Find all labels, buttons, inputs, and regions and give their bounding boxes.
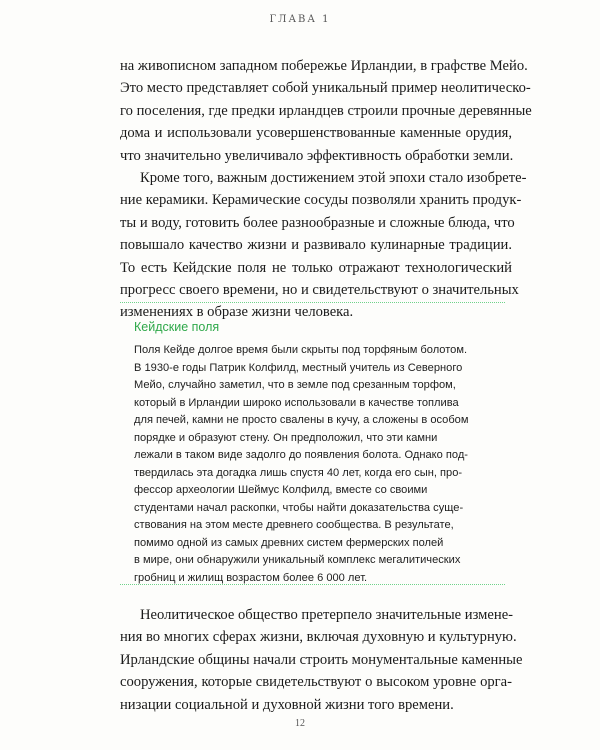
sidebar-divider-top [120,302,505,303]
sidebar-line: который в Ирландии широко использовали в качестве топлива [134,396,459,409]
sidebar-title: Кейдские поля [134,320,220,334]
text-line: прогресс своего времени, но и свидетельствуют о значительных [120,282,519,299]
text-line: низации социальной и духовной жизни того времени. [120,696,454,713]
text-line: что значительно увеличивало эффективность обработки земли. [120,147,514,164]
text-line: Ирландские общины начали строить монументальные каменные [120,651,523,668]
text-line: ты и воду, готовить более разнообразные и сложные блюда, что [120,214,515,231]
page-number: 12 [295,718,305,729]
text-line: повышало качество жизни и развивало кулинарные традиции. [120,237,512,254]
bottom-paragraph [120,604,523,716]
sidebar-line: студентами начал раскопки, чтобы найти доказательства суще- [134,501,464,514]
text-line: дома и использовали усовершенствованные каменные орудия, [120,125,512,142]
text-line: Это место представляет собой уникальный пример неолитическо- [120,80,531,97]
text-line: Кроме того, важным достижением этой эпохи стало изобрете- [140,170,527,187]
sidebar-box [120,318,520,587]
running-head: ГЛАВА 1 [269,14,331,25]
text-line: То есть Кейдские поля не только отражают технологический [120,259,512,276]
text-line: го поселения, где предки ирландцев строили прочные деревянные [120,102,532,119]
text-line: ние керамики. Керамические сосуды позволяли хранить продук- [120,192,522,209]
sidebar-line: Мейо, случайно заметил, что в земле под срезанным торфом, [134,379,456,391]
sidebar-text [120,342,520,587]
sidebar-line: гробниц и жилищ возрастом более 6 000 лет. [134,571,368,584]
sidebar-line: ствования на этом месте древнего сообщества. В результате, [134,519,454,531]
sidebar-line: фессор археологии Шеймус Колфилд, вместе со своими [134,484,428,496]
sidebar-line: порядке и образуют стену. Он предположил, что эти камни [134,431,438,444]
sidebar-line: помимо одной из самых древних систем фермерских полей [134,536,444,549]
text-line: на живописном западном побережье Ирландии, в графстве Мейо. [120,58,528,74]
text-line: ния во многих сферах жизни, включая духовную и культурную. [120,629,517,646]
top-paragraphs [120,55,532,324]
sidebar-line: в мире, они обнаружили уникальный комплекс мегалитических [134,554,461,566]
sidebar-line: твердилась эта догадка лишь спустя 40 лет, когда его сын, про- [134,466,463,479]
text-line: сооружения, которые свидетельствуют о высоком уровне орга- [120,674,512,691]
sidebar-line: для печей, камни не просто свалены в кучу, а сложены в особом [134,414,469,426]
sidebar-line: лежали в таком виде задолго до появления болота. Однако под- [134,449,469,461]
text-line: Неолитическое общество претерпело значительные измене- [140,607,514,623]
sidebar-line: Поля Кейде долгое время были скрыты под торфяным болотом. [134,344,468,356]
sidebar-divider-bottom [120,584,505,585]
text-line: изменениях в образе жизни человека. [120,304,354,321]
sidebar-line: В 1930-е годы Патрик Колфилд, местный учитель из Северного [134,361,463,374]
